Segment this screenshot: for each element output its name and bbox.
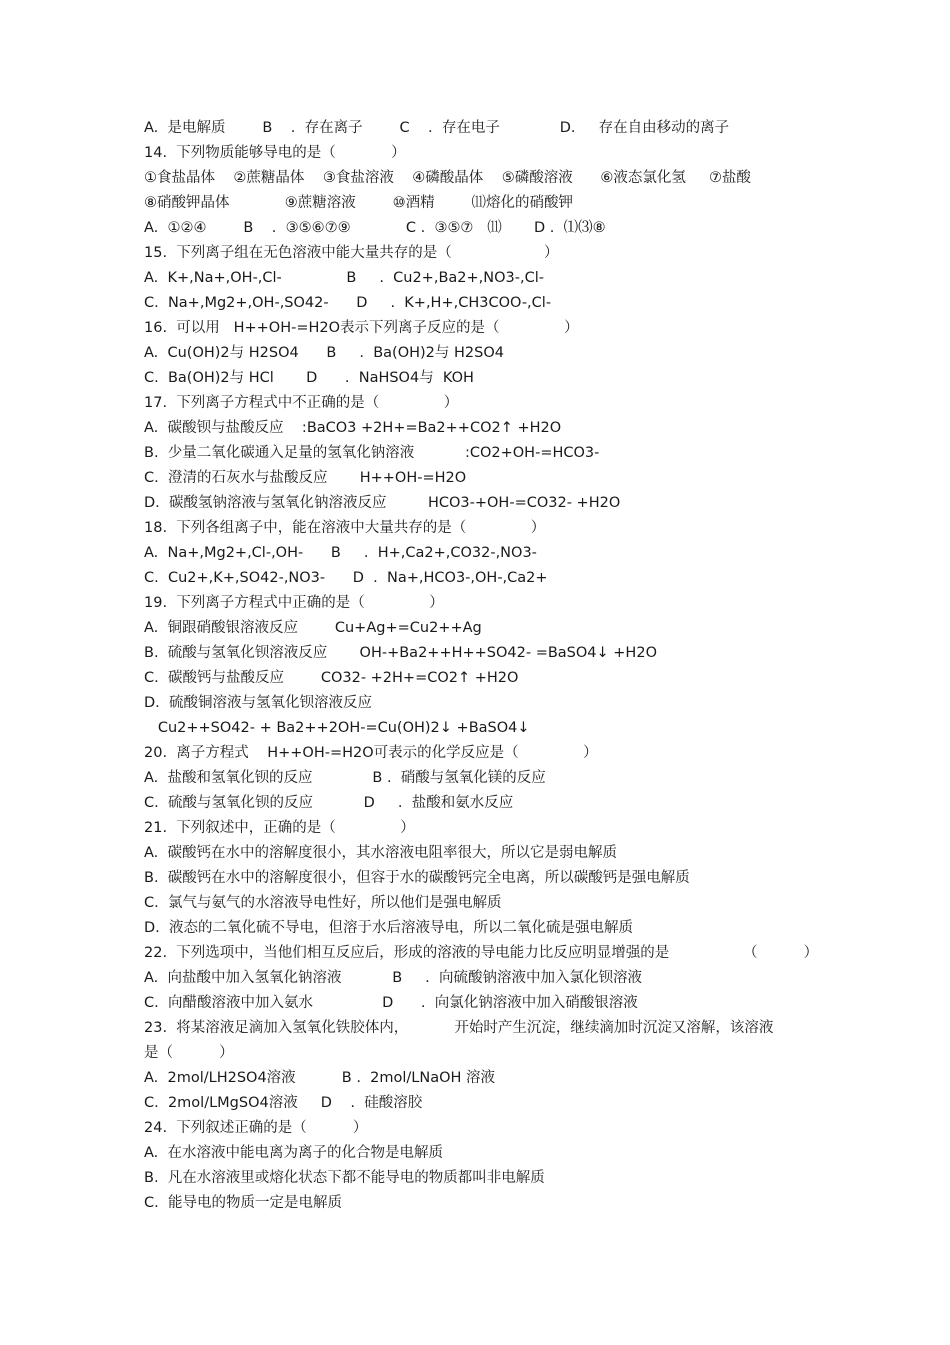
option-line: C. 向醋酸溶液中加入氨水 D . 向氯化钠溶液中加入硝酸银溶液 — [144, 995, 638, 1011]
option-line: A. 是电解质 B . 存在离子 C . 存在电子 D. 存在自由移动的离子 — [144, 120, 730, 136]
question-23-cont: 是（ ） — [144, 1045, 234, 1061]
option-line: A. 向盐酸中加入氢氧化钠溶液 B . 向硫酸钠溶液中加入氯化钡溶液 — [144, 970, 643, 986]
option-line: A. 碳酸钡与盐酸反应 :BaCO3 +2H+=Ba2++CO2↑ +H2O — [144, 420, 562, 436]
question-20: 20. 离子方程式 H++OH-=H2O可表示的化学反应是（ ） — [144, 745, 598, 761]
question-18: 18. 下列各组离子中，能在溶液中大量共存的是（ ） — [144, 520, 546, 536]
option-line: A. 碳酸钙在水中的溶解度很小，其水溶液电阻率很大，所以它是弱电解质 — [144, 845, 617, 861]
question-16: 16. 可以用 H++OH-=H2O表示下列离子反应的是（ ） — [144, 320, 579, 336]
option-line: C. 澄清的石灰水与盐酸反应 H++OH-=H2O — [144, 470, 467, 486]
option-line: C. 能导电的物质一定是电解质 — [144, 1195, 342, 1211]
question-22: 22. 下列选项中，当他们相互反应后，形成的溶液的导电能力比反应明显增强的是 （ ） — [144, 945, 819, 961]
option-line: C. Na+,Mg2+,OH-,SO42- D . K+,H+,CH3COO-,Cl- — [144, 295, 552, 311]
option-line: A. 2mol/LH2SO4溶液 B . 2mol/LNaOH 溶液 — [144, 1070, 496, 1086]
question-15: 15. 下列离子组在无色溶液中能大量共存的是（ ） — [144, 245, 559, 261]
option-line: C. 碳酸钙与盐酸反应 CO32- +2H+=CO2↑ +H2O — [144, 670, 519, 686]
question-23: 23. 将某溶液足滴加入氢氧化铁胶体内， 开始时产生沉淀，继续滴加时沉淀又溶解，该溶液 — [144, 1020, 774, 1036]
question-14: 14. 下列物质能够导电的是（ ） — [144, 145, 406, 161]
option-line: A. K+,Na+,OH-,Cl- B . Cu2+,Ba2+,NO3-,Cl- — [144, 270, 544, 286]
option-line: B. 少量二氧化碳通入足量的氢氧化钠溶液 :CO2+OH-=HCO3- — [144, 445, 600, 461]
question-24: 24. 下列叙述正确的是（ ） — [144, 1120, 368, 1136]
option-line: B. 硫酸与氢氧化钡溶液反应 OH-+Ba2++H++SO42- =BaSO4↓ +H2O — [144, 645, 657, 661]
option-line: A. 在水溶液中能电离为离子的化合物是电解质 — [144, 1145, 443, 1161]
option-line: B. 凡在水溶液里或熔化状态下都不能导电的物质都叫非电解质 — [144, 1170, 545, 1186]
material-list: ①食盐晶体 ②蔗糖晶体 ③食盐溶液 ④磷酸晶体 ⑤磷酸溶液 ⑥液态氯化氢 ⑦盐酸 — [144, 170, 751, 186]
option-line: C. 2mol/LMgSO4溶液 D . 硅酸溶胶 — [144, 1095, 423, 1111]
option-line: B. 碳酸钙在水中的溶解度很小，但容于水的碳酸钙完全电离，所以碳酸钙是强电解质 — [144, 870, 690, 886]
option-line: C. Ba(OH)2与 HCl D . NaHSO4与 KOH — [144, 370, 474, 386]
option-line: A. 盐酸和氢氧化钡的反应 B . 硝酸与氢氧化镁的反应 — [144, 770, 546, 786]
option-line: A. 铜跟硝酸银溶液反应 Cu+Ag+=Cu2++Ag — [144, 620, 482, 636]
option-line: A. ①②④ B . ③⑤⑥⑦⑨ C . ③⑤⑦ ⑾ D . ⑴⑶⑧ — [144, 220, 606, 236]
option-line: A. Cu(OH)2与 H2SO4 B . Ba(OH)2与 H2SO4 — [144, 345, 504, 361]
material-list: ⑧硝酸钾晶体 ⑨蔗糖溶液 ⑩酒精 ⑾熔化的硝酸钾 — [144, 195, 574, 211]
option-line: D. 硫酸铜溶液与氢氧化钡溶液反应 — [144, 695, 372, 711]
option-line: C. Cu2+,K+,SO42-,NO3- D . Na+,HCO3-,OH-,Ca2+ — [144, 570, 548, 586]
question-21: 21. 下列叙述中，正确的是（ ） — [144, 820, 415, 836]
option-line: A. Na+,Mg2+,Cl-,OH- B . H+,Ca2+,CO32-,NO3- — [144, 545, 537, 561]
question-19: 19. 下列离子方程式中正确的是（ ） — [144, 595, 444, 611]
option-line: D. 碳酸氢钠溶液与氢氧化钠溶液反应 HCO3-+OH-=CO32- +H2O — [144, 495, 621, 511]
option-line: D. 液态的二氧化硫不导电，但溶于水后溶液导电，所以二氧化硫是强电解质 — [144, 920, 633, 936]
equation-line: Cu2++SO42- + Ba2++2OH-=Cu(OH)2↓ +BaSO4↓ — [144, 720, 530, 736]
question-17: 17. 下列离子方程式中不正确的是（ ） — [144, 395, 459, 411]
option-line: C. 氯气与氨气的水溶液导电性好，所以他们是强电解质 — [144, 895, 502, 911]
option-line: C. 硫酸与氢氧化钡的反应 D . 盐酸和氨水反应 — [144, 795, 514, 811]
